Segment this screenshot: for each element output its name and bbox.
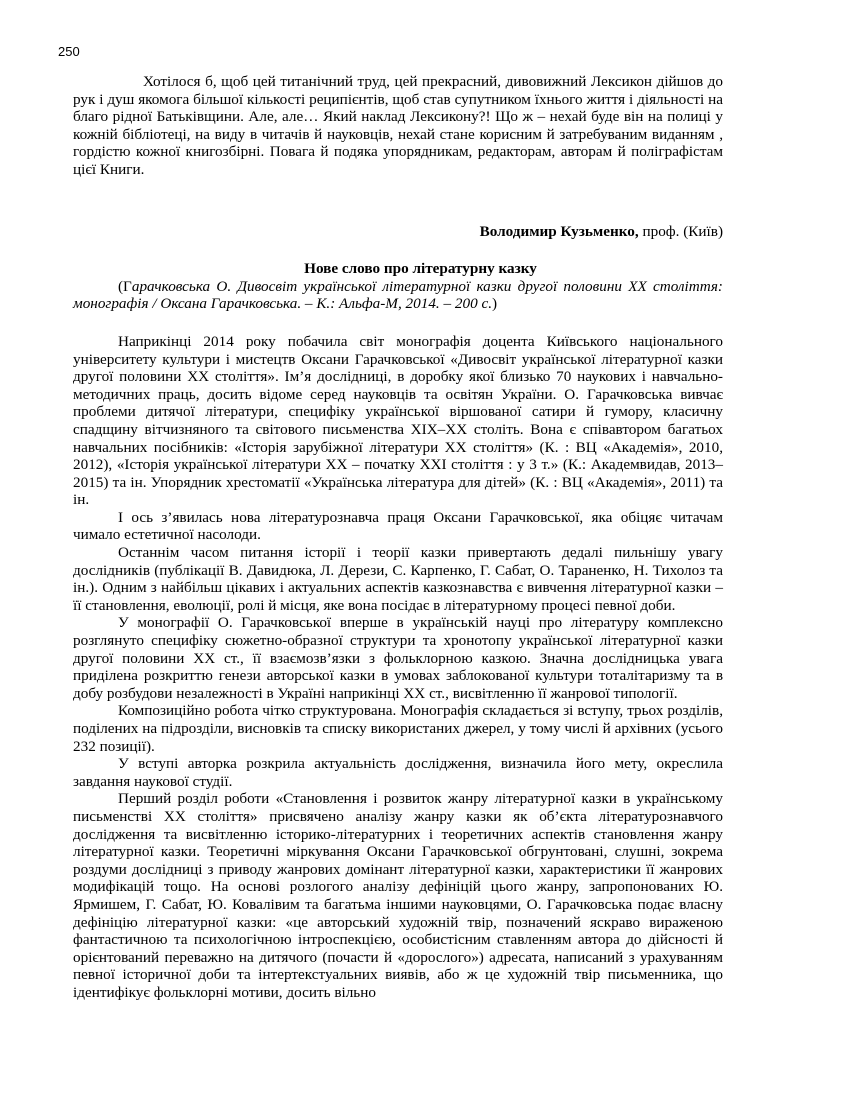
section-gap bbox=[73, 240, 723, 260]
page-content bbox=[73, 73, 723, 1002]
citation-close: ) bbox=[492, 295, 498, 313]
body-paragraph: Композиційно робота чітко структурована. Монографія складається зі вступу, трьох розділів, поділених на підрозділи, висновків та списку використаних джерел, у тому числі й архівних (усього 232 позиції). bbox=[73, 702, 723, 755]
body-paragraph: Перший розділ роботи «Становлення і розвиток жанру літературної казки в українському письменстві ХХ століття» присвячено аналізу жанру казки як об’єкта літературознавчого дослідження та висвітленню історико-літературних і теоретичних аспектів становлення жанру літературної казки. Теоретичні міркування Оксани Гарачковської обгрунтовані, слушні, зокрема роздуми дослідниці з приводу жанрових домінант літературної казки, характеристики її жанрових модифікацій тощо. На основі розлогого аналізу дефініцій цього жанру, запропонованих Ю. Ярмишем, Г. Сабат, Ю. Ковалівим та багатьма іншими науковцями, О. Гарачковська подає власну дефініцію літературної казки: «це авторський художній твір, позначений яскраво вираженою фантастичною та психологічною інтроспекцією, особистісним ставленням автора до дійсності й орієнтований переважно на дитячого (почасти й «дорослого») адресата, написаний з урахуванням певної історичної доби та інтертекстуальних виявів, або ж це художній твір письменника, що ідентифікує фольклорні мотиви, досить вільно bbox=[73, 790, 723, 1001]
section-gap bbox=[73, 313, 723, 333]
body-paragraph: У вступі авторка розкрила актуальність дослідження, визначила його мету, окреслила завдання наукової студії. bbox=[73, 755, 723, 790]
reviewer-signature bbox=[73, 223, 723, 241]
section-gap bbox=[73, 179, 723, 223]
body-paragraph: У монографії О. Гарачковської вперше в українській науці про літературу комплексно розглянуто специфіку сюжетно-образної структури та хронотопу української літературної казки другої половини ХХ ст., її взаємозв’язки з фольклорною казкою. Значна дослідницька увага приділена розкриттю генези авторської казки в умовах заблокованої культури тоталітаризму та в добу розбудови незалежності в Україні наприкінці ХХ ст., висвітленню її жанрової типології. bbox=[73, 614, 723, 702]
review-title: Нове слово про літературну казку bbox=[304, 260, 537, 278]
citation-open: (Г bbox=[118, 277, 132, 295]
citation-text: арачковська О. Дивосвіт української літературної казки другої половини ХХ століття: монографія / Оксана Гарачковська. – К.: Альфа-М, 2014. – 200 с. bbox=[73, 277, 723, 313]
body-paragraph: І ось з’явилась нова літературознавча праця Оксани Гарачковської, яка обіцяє читачам чимало естетичної насолоди. bbox=[73, 508, 723, 544]
review-citation bbox=[73, 278, 723, 313]
reviewer-affiliation: проф. (Київ) bbox=[638, 222, 723, 240]
body-paragraph: Останнім часом питання історії і теорії казки привертають дедалі пильнішу увагу дослідників (публікації В. Давидюка, Л. Дерези, С. Карпенко, Г. Сабат, О. Тараненко, Н. Тихолоз та ін.). Одним з найбільш цікавих і актуальних аспектів казкознавства є вивчення літературної казки – її становлення, еволюції, ролі й місця, яке вона посідає в літературному процесі певної доби. bbox=[73, 544, 723, 614]
intro-paragraph: Хотілося б, щоб цей титанічний труд, цей прекрасний, дивовижний Лексикон дійшов до рук і душ якомога більшої кількості реципієнтів, щоб став супутником їхнього життя і діяльності на благо рідної Батьківщини. Але, але… Який наклад Лексикону?! Що ж – нехай буде він на полиці у кожній бібліотеці, на виду в читачів й науковців, нехай стане корисним й затребуваним виданням , гордістю кожної книгозбірні. Повага й подяка упорядникам, редакторам, авторам й поліграфістам цієї Книги. bbox=[73, 73, 723, 178]
reviewer-name: Володимир Кузьменко, bbox=[479, 222, 639, 240]
page-number: 250 bbox=[58, 44, 80, 59]
body-paragraph: Наприкінці 2014 року побачила світ монографія доцента Київського національного університету культури і мистецтв Оксани Гарачковської «Дивосвіт української літературної казки другої половини ХХ століття». Ім’я дослідниці, в доробку якої близько 70 наукових і навчально-методичних праць, досить відоме серед науковців та освітян України. О. Гарачковська вивчає проблеми дитячої літератури, специфіку української віршованої сатири й гумору, класичну спадщину вітчизняного та світового письменства ХІХ–ХХ століть. Вона є співавтором багатьох навчальних посібників: «Історія зарубіжної літератури ХХ століття» (К. : ВЦ «Академія», 2010, 2012), «Історія української літератури ХХ – початку ХХІ століття : у 3 т.» (К.: Академвидав, 2013–2015) та ін. Упорядник хрестоматії «Українська література для дітей» (К. : ВЦ «Академія», 2011) та ін. bbox=[73, 332, 723, 509]
